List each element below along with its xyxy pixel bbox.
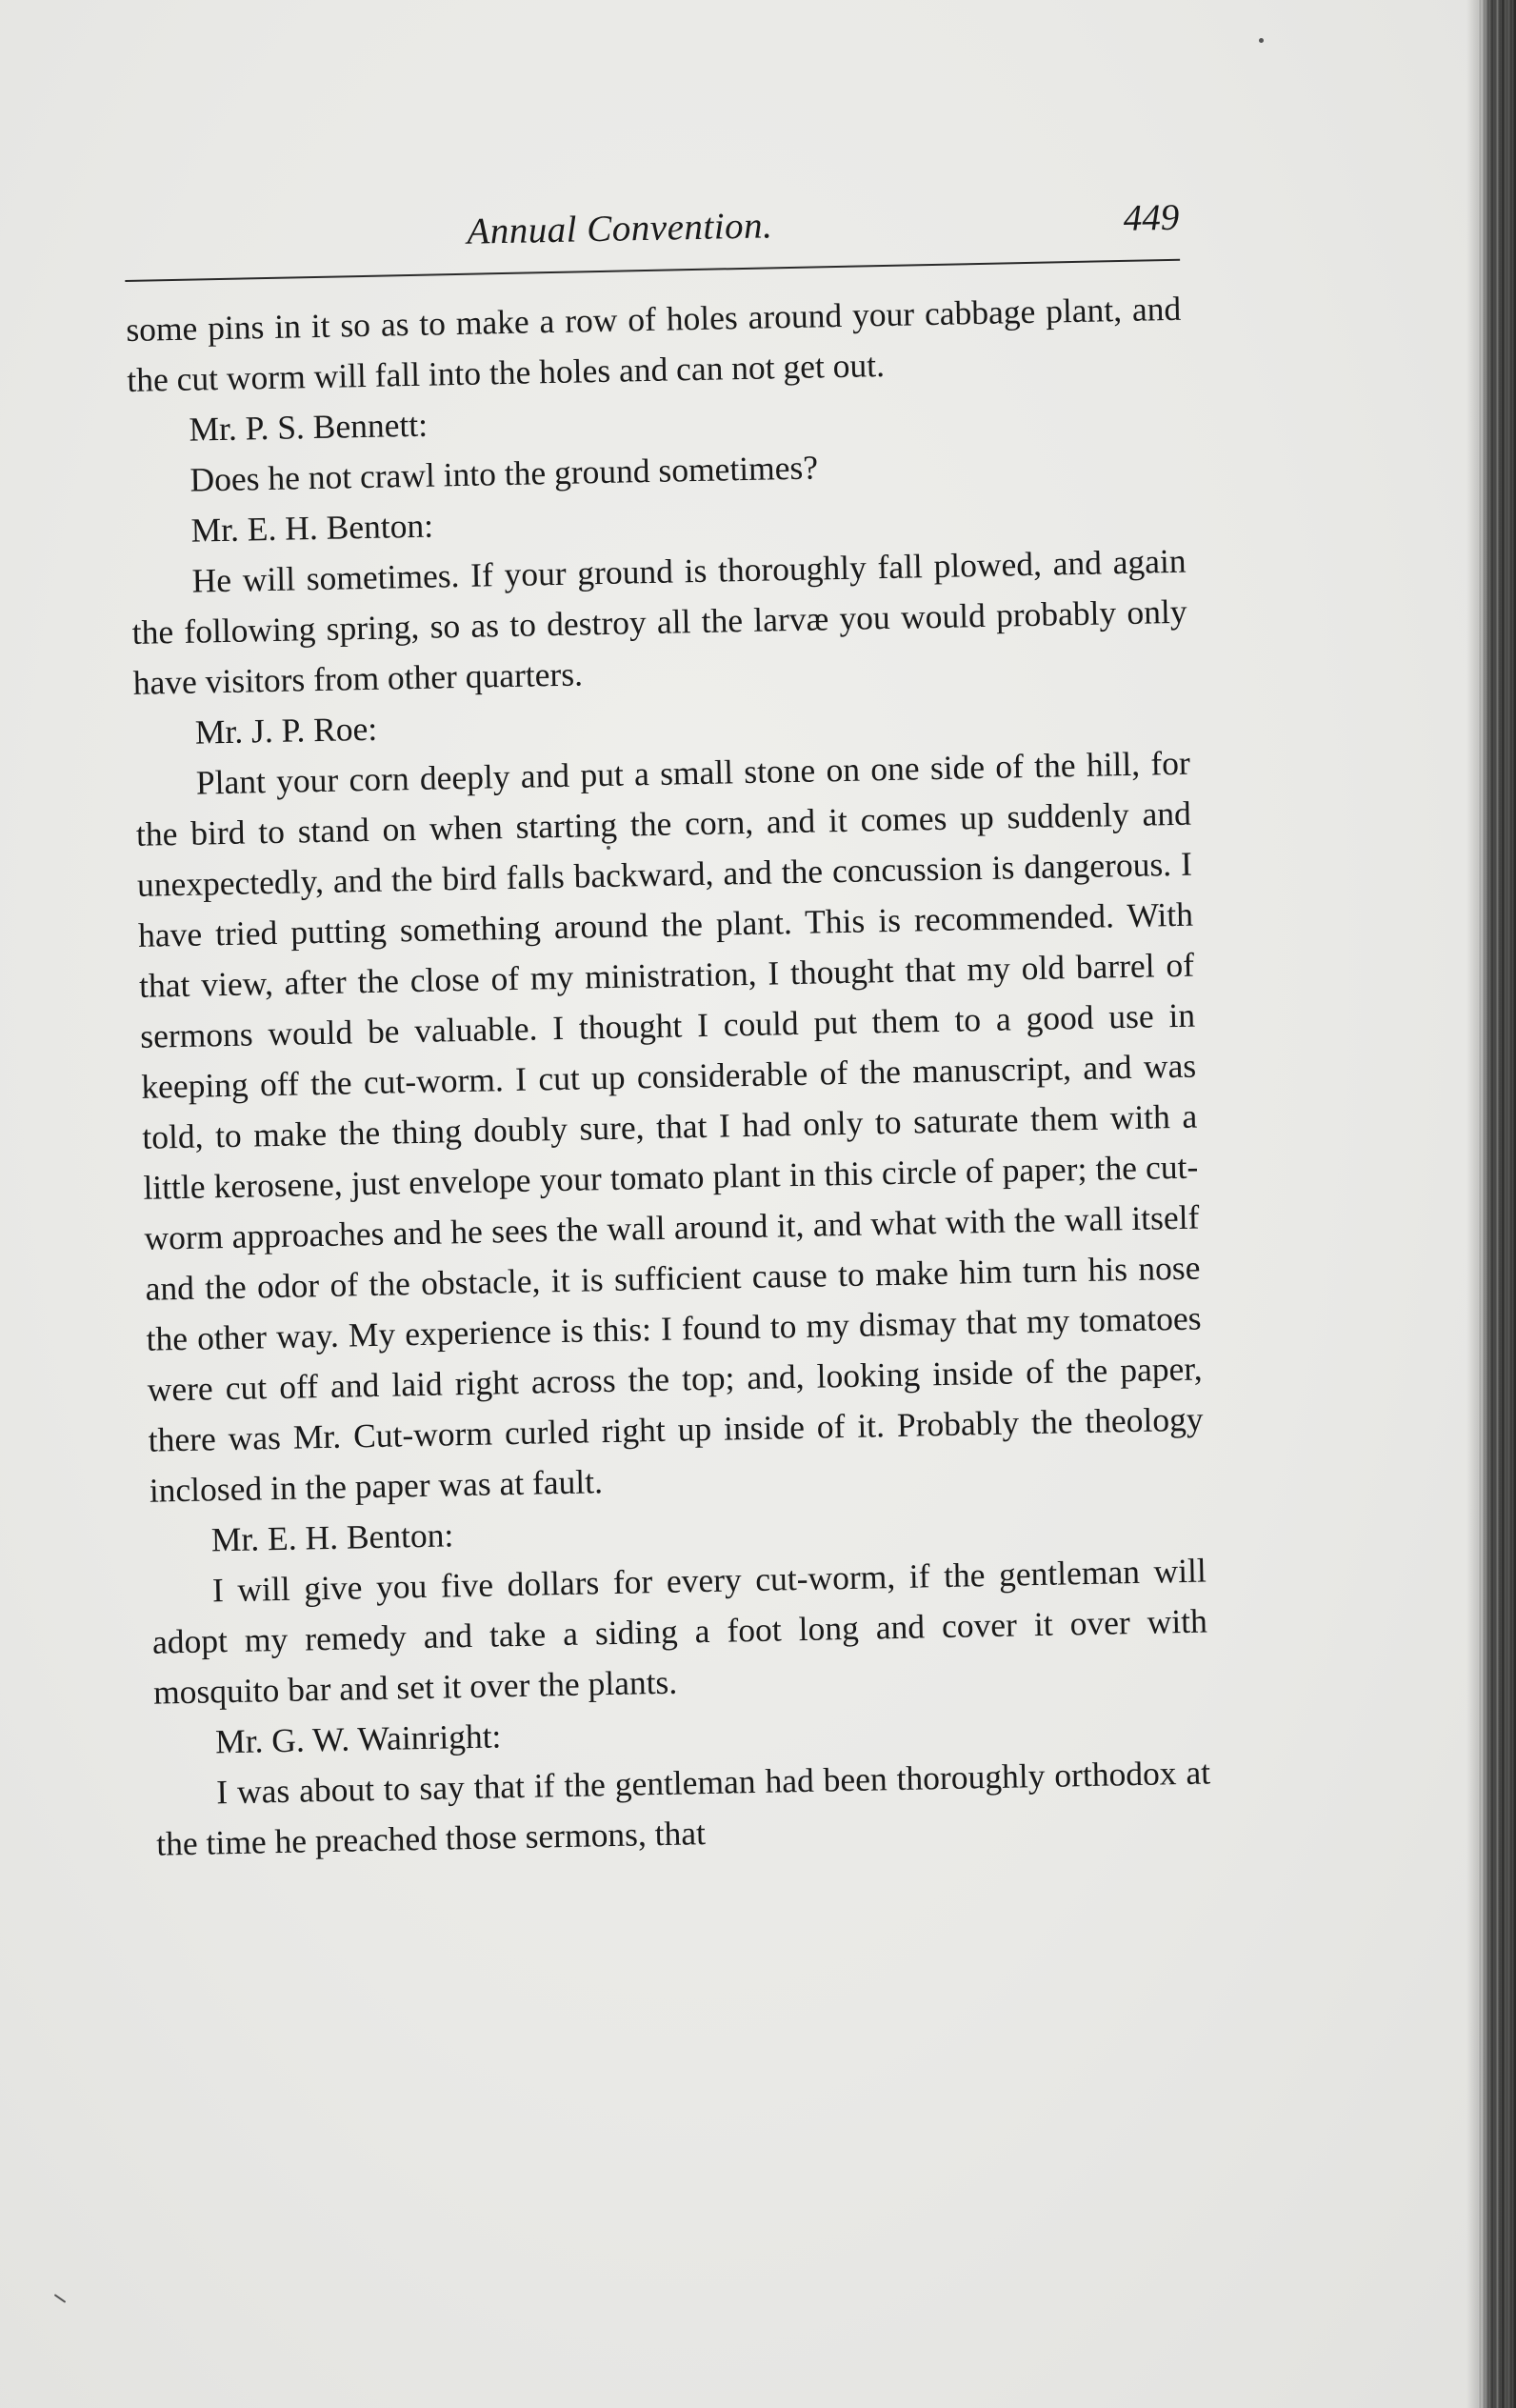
- speech-paragraph: Plant your corn deeply and put a small stone on one side of the hill, for the bird to stand on when starting the corn, and it comes up suddenly and unexpectedly, and the bird falls backward, and the concussion is dangerous. I have tried putting something around the plant. This is recommended. With that view, after the close of my ministration, I thought that my old barrel of sermons would be valuable. I thought I could put them to a good use in keeping off the cut-worm. I cut up considerable of the manuscript, and was told, to make the thing doubly sure, that I had only to saturate them with a little kerosene, just envelope your tomato plant in this circle of paper; the cut-worm approaches and he sees the wall around it, and what with the wall itself and the odor of the obstacle, it is sufficient cause to make him turn his nose the other way. My experience is this: I found to my dismay that my tomatoes were cut off and laid right across the top; and, looking inside of the paper, there was Mr. Cut-worm curled right up inside of it. Probably the theology inclosed in the paper was at fault.: [135, 743, 1204, 1510]
- speaker-name: Mr. E. H. Benton:: [190, 506, 434, 550]
- dust-speck: [54, 2294, 67, 2303]
- speaker-name: Mr. P. S. Bennett:: [189, 405, 429, 449]
- speaker-name: Mr. G. W. Wainright:: [214, 1716, 502, 1761]
- speech-paragraph: Does he not crawl into the ground sometimes?: [190, 448, 819, 499]
- dust-speck: [1259, 38, 1264, 43]
- paragraph-continuation: some pins in it so as to make a row of holes around your cabbage plant, and the cut worm will fall into the holes and can not get out.: [125, 289, 1182, 399]
- speech-paragraph: I was about to say that if the gentleman had been thoroughly orthodox at the time he preached those sermons, that: [155, 1753, 1211, 1863]
- running-head: [124, 196, 1180, 276]
- speaker-name: Mr. J. P. Roe:: [194, 709, 378, 752]
- speech-paragraph: I will give you five dollars for every cut-worm, if the gentleman will adopt my remedy and take a siding a foot long and cover it over with mosquito bar and set it over the plants.: [151, 1551, 1208, 1712]
- body-text: [126, 284, 1212, 1870]
- text-block: [124, 196, 1212, 1870]
- book-fore-edge-texture: [1478, 0, 1516, 2408]
- speech-paragraph: He will sometimes. If your ground is thoroughly fall plowed, and again the following spring, so as to destroy all the larvæ you would probably only have visitors from other quarters.: [131, 541, 1187, 702]
- speaker-name: Mr. E. H. Benton:: [210, 1515, 454, 1559]
- running-title: Annual Convention.: [466, 205, 773, 252]
- page-number: 449: [1123, 196, 1180, 239]
